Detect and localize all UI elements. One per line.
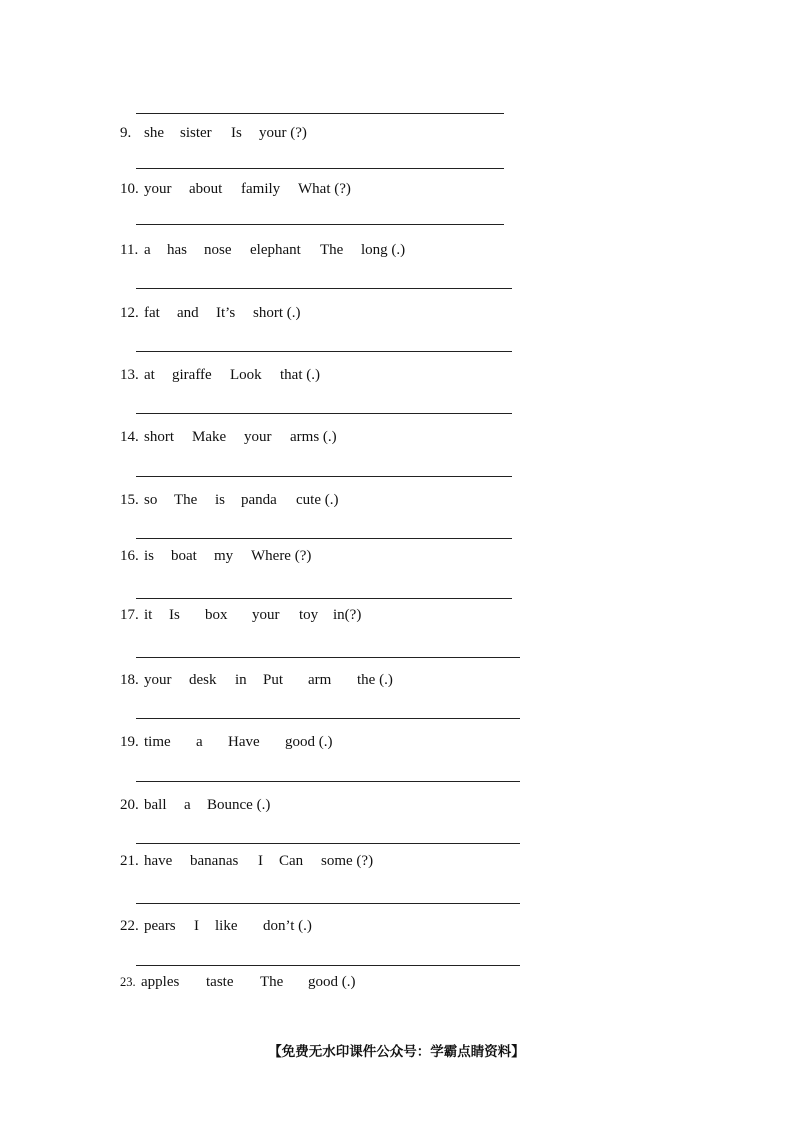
word: The — [260, 974, 284, 990]
word: I — [258, 853, 263, 869]
exercise-item-19 — [120, 733, 333, 751]
item-number: 23. — [120, 975, 136, 989]
word: The — [174, 492, 198, 508]
item-number: 16. — [120, 548, 139, 564]
word: arm — [308, 672, 332, 688]
word: time — [144, 734, 171, 750]
word: family — [241, 181, 281, 197]
word: in — [235, 672, 247, 688]
exercise-item-20 — [120, 796, 271, 814]
answer-line — [136, 168, 504, 169]
word: don’t (.) — [263, 918, 312, 934]
word: Have — [228, 734, 260, 750]
word: at — [144, 367, 155, 383]
item-number: 21. — [120, 853, 139, 869]
word: nose — [204, 242, 232, 258]
answer-line — [136, 903, 520, 904]
exercise-item-11 — [120, 241, 406, 259]
answer-line — [136, 598, 512, 599]
word: elephant — [250, 242, 301, 258]
word: good (.) — [308, 974, 356, 990]
word: boat — [171, 548, 197, 564]
exercise-item-17 — [120, 606, 362, 624]
answer-line — [136, 288, 512, 289]
answer-line — [136, 224, 504, 225]
word: your (?) — [259, 125, 307, 141]
word: short (.) — [253, 305, 301, 321]
item-number: 22. — [120, 918, 139, 934]
answer-line — [136, 718, 520, 719]
word: I — [194, 918, 199, 934]
word: It’s — [216, 305, 236, 321]
word: good (.) — [285, 734, 333, 750]
word: your — [144, 672, 172, 688]
word: so — [144, 492, 158, 508]
answer-line — [136, 781, 520, 782]
answer-line — [136, 843, 520, 844]
word: some (?) — [321, 853, 374, 869]
word: short — [144, 429, 174, 445]
word: ball — [144, 797, 167, 813]
word: fat — [144, 305, 160, 321]
word: Is — [169, 607, 180, 623]
answer-line — [136, 657, 520, 658]
word: she — [144, 125, 164, 141]
word: Can — [279, 853, 304, 869]
item-number: 20. — [120, 797, 139, 813]
item-number: 19. — [120, 734, 139, 750]
answer-line — [136, 113, 504, 114]
item-number: 12. — [120, 305, 139, 321]
word: and — [177, 305, 199, 321]
exercise-item-13 — [120, 366, 320, 384]
word: sister — [180, 125, 212, 141]
answer-line — [136, 351, 512, 352]
word: in(?) — [333, 607, 362, 623]
word: The — [320, 242, 344, 258]
item-number: 13. — [120, 367, 139, 383]
item-number: 18. — [120, 672, 139, 688]
word: a — [184, 797, 191, 813]
word: a — [196, 734, 203, 750]
answer-line — [136, 413, 512, 414]
exercise-item-16 — [120, 547, 312, 565]
word: is — [215, 492, 226, 508]
word: your — [252, 607, 280, 623]
word: my — [214, 548, 234, 564]
word: Look — [230, 367, 262, 383]
answer-line — [136, 965, 520, 966]
word: has — [167, 242, 187, 258]
word: arms (.) — [290, 429, 337, 445]
word: that (.) — [280, 367, 320, 383]
word: desk — [189, 672, 217, 688]
word: box — [205, 607, 228, 623]
word: pears — [144, 918, 176, 934]
word: Make — [192, 429, 227, 445]
answer-line — [136, 538, 512, 539]
item-number: 14. — [120, 429, 139, 445]
word: it — [144, 607, 153, 623]
exercise-item-15 — [120, 491, 339, 509]
word: your — [244, 429, 272, 445]
item-number: 11. — [120, 242, 139, 258]
footer-promo: 【免费无水印课件公众号：学霸点睛资料】 — [268, 1044, 525, 1060]
word: long (.) — [361, 242, 406, 258]
exercise-item-14 — [120, 428, 337, 446]
exercise-item-22 — [120, 917, 312, 935]
word: toy — [299, 607, 319, 623]
exercise-item-18 — [120, 671, 393, 689]
word: cute (.) — [296, 492, 339, 508]
answer-line — [136, 476, 512, 477]
word: the (.) — [357, 672, 393, 688]
exercise-item-10 — [120, 180, 351, 198]
word: What (?) — [298, 181, 351, 197]
word: apples — [141, 974, 180, 990]
word: giraffe — [172, 367, 212, 383]
item-number: 15. — [120, 492, 139, 508]
word: your — [144, 181, 172, 197]
item-number: 10. — [120, 181, 139, 197]
word: Bounce (.) — [207, 797, 271, 813]
word: bananas — [190, 853, 239, 869]
word: Is — [231, 125, 242, 141]
item-number: 9. — [120, 125, 132, 141]
word: have — [144, 853, 173, 869]
exercise-item-12 — [120, 304, 301, 322]
word: panda — [241, 492, 277, 508]
exercise-item-21 — [120, 852, 374, 870]
word: Where (?) — [251, 548, 312, 564]
word: taste — [206, 974, 234, 990]
exercise-item-9 — [120, 124, 307, 142]
word: like — [215, 918, 238, 934]
word: Put — [263, 672, 284, 688]
word: a — [144, 242, 151, 258]
exercise-item-23 — [120, 973, 356, 991]
word: is — [144, 548, 155, 564]
word: about — [189, 181, 223, 197]
item-number: 17. — [120, 607, 139, 623]
